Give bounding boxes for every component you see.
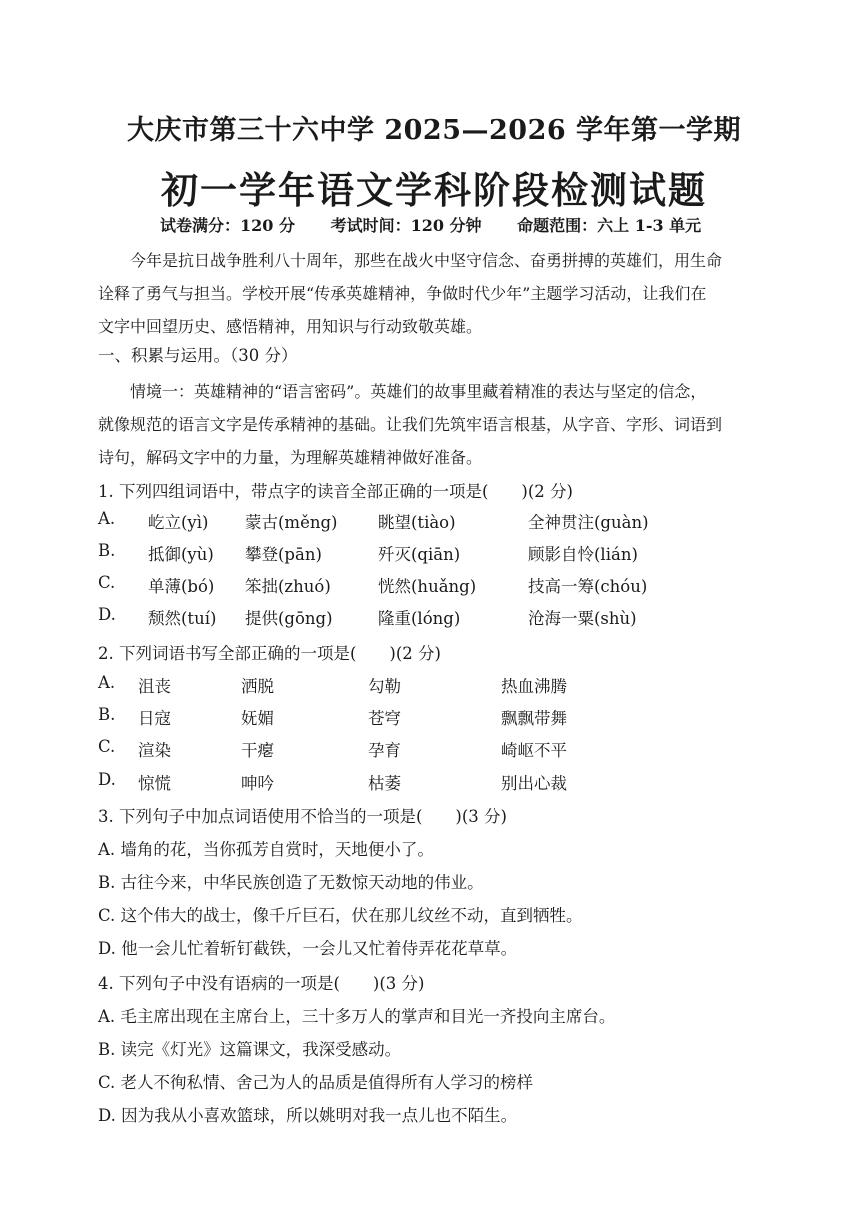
context-line: 就像规范的语言文字是传承精神的基础。让我们先筑牢语言根基，从字音、字形、词语到 bbox=[98, 415, 723, 434]
option-word: 笨拙(zhuó) bbox=[245, 577, 331, 596]
option-word: 别出心裁 bbox=[501, 774, 567, 793]
school-title: 大庆市第三十六中学 2025—2026 学年第一学期 bbox=[126, 115, 742, 146]
option-letter: C. bbox=[98, 737, 116, 756]
option-word: 崎岖不平 bbox=[501, 741, 567, 760]
option-word: 洒脱 bbox=[241, 677, 274, 696]
q2-option-row bbox=[98, 770, 778, 796]
option-word: 顾影自怜(lián) bbox=[528, 545, 638, 564]
q4-option: A. 毛主席出现在主席台上，三十多万人的掌声和目光一齐投向主席台。 bbox=[98, 1007, 616, 1026]
option-word: 日寇 bbox=[138, 709, 171, 728]
option-word: 妩媚 bbox=[241, 709, 274, 728]
intro-paragraph bbox=[98, 244, 778, 343]
option-letter: A. bbox=[98, 673, 116, 692]
q1-option-row bbox=[98, 605, 778, 631]
option-word: 蒙古(měng) bbox=[245, 513, 338, 532]
exam-scope: 命题范围：六上 1-3 单元 bbox=[517, 216, 702, 235]
option-word: 屹立(yì) bbox=[148, 513, 209, 532]
context-line: 诗句，解码文字中的力量，为理解英雄精神做好准备。 bbox=[98, 448, 483, 467]
option-letter: A. bbox=[98, 509, 116, 528]
full-score: 试卷满分：120 分 bbox=[160, 216, 295, 235]
q3-option: B. 古往今来，中华民族创造了无数惊天动地的伟业。 bbox=[98, 873, 484, 892]
option-letter: D. bbox=[98, 770, 116, 789]
option-word: 枯萎 bbox=[368, 774, 401, 793]
q2-option-row bbox=[98, 673, 778, 699]
option-word: 抵御(yù) bbox=[148, 545, 214, 564]
question-1-stem: 1. 下列四组词语中，带点字的读音全部正确的一项是( )(2 分) bbox=[98, 482, 573, 501]
exam-time: 考试时间：120 分钟 bbox=[330, 216, 482, 235]
option-word: 恍然(huǎng) bbox=[378, 577, 477, 596]
q2-option-row bbox=[98, 705, 778, 731]
option-word: 颓然(tuí) bbox=[148, 609, 217, 628]
q4-option: B. 读完《灯光》这篇课文，我深受感动。 bbox=[98, 1040, 402, 1059]
option-word: 惊慌 bbox=[138, 774, 171, 793]
exam-title: 初一学年语文学科阶段检测试题 bbox=[161, 168, 707, 212]
option-word: 提供(gōng) bbox=[245, 609, 333, 628]
intro-line: 文字中回望历史、感悟精神，用知识与行动致敬英雄。 bbox=[98, 317, 483, 336]
option-word: 飘飘带舞 bbox=[501, 709, 567, 728]
question-4-stem: 4. 下列句子中没有语病的一项是( )(3 分) bbox=[98, 974, 425, 993]
option-word: 沧海一粟(shù) bbox=[528, 609, 637, 628]
option-word: 技高一筹(chóu) bbox=[528, 577, 648, 596]
option-word: 攀登(pān) bbox=[245, 545, 322, 564]
intro-line: 今年是抗日战争胜利八十周年，那些在战火中坚守信念、奋勇拼搏的英雄们，用生命 bbox=[130, 251, 723, 270]
option-word: 热血沸腾 bbox=[501, 677, 567, 696]
q4-option: D. 因为我从小喜欢篮球，所以姚明对我一点儿也不陌生。 bbox=[98, 1106, 518, 1125]
q3-option: C. 这个伟大的战士，像千斤巨石，伏在那儿纹丝不动，直到牺牲。 bbox=[98, 906, 583, 925]
q4-option: C. 老人不徇私情、舍己为人的品质是值得所有人学习的榜样 bbox=[98, 1073, 534, 1092]
q1-option-row bbox=[98, 573, 778, 599]
context-paragraph bbox=[98, 375, 778, 474]
option-word: 孕育 bbox=[368, 741, 401, 760]
option-word: 勾勒 bbox=[368, 677, 401, 696]
context-line: 情境一：英雄精神的“语言密码”。英雄们的故事里藏着精准的表达与坚定的信念， bbox=[130, 382, 707, 401]
option-word: 隆重(lóng) bbox=[378, 609, 461, 628]
option-word: 全神贯注(guàn) bbox=[528, 513, 649, 532]
section-1-title: 一、积累与运用。（30 分） bbox=[98, 346, 298, 365]
intro-line: 诠释了勇气与担当。学校开展“传承英雄精神，争做时代少年”主题学习活动，让我们在 bbox=[98, 284, 707, 303]
option-word: 沮丧 bbox=[138, 677, 171, 696]
option-word: 眺望(tiào) bbox=[378, 513, 456, 532]
q1-option-row bbox=[98, 541, 778, 567]
option-letter: D. bbox=[98, 605, 116, 624]
q2-option-row bbox=[98, 737, 778, 763]
option-letter: B. bbox=[98, 705, 116, 724]
option-word: 渲染 bbox=[138, 741, 171, 760]
q3-option: A. 墙角的花，当你孤芳自赏时，天地便小了。 bbox=[98, 840, 434, 859]
question-2-stem: 2. 下列词语书写全部正确的一项是( )(2 分) bbox=[98, 644, 441, 663]
option-word: 歼灭(qiān) bbox=[378, 545, 461, 564]
question-3-stem: 3. 下列句子中加点词语使用不恰当的一项是( )(3 分) bbox=[98, 807, 507, 826]
option-word: 干瘪 bbox=[241, 741, 274, 760]
q3-option: D. 他一会儿忙着斩钉截铁，一会儿又忙着侍弄花花草草。 bbox=[98, 939, 518, 958]
option-word: 单薄(bó) bbox=[148, 577, 215, 596]
option-letter: B. bbox=[98, 541, 116, 560]
exam-meta bbox=[160, 213, 701, 236]
q1-option-row bbox=[98, 509, 778, 535]
option-letter: C. bbox=[98, 573, 116, 592]
option-word: 呻吟 bbox=[241, 774, 274, 793]
option-word: 苍穹 bbox=[368, 709, 401, 728]
